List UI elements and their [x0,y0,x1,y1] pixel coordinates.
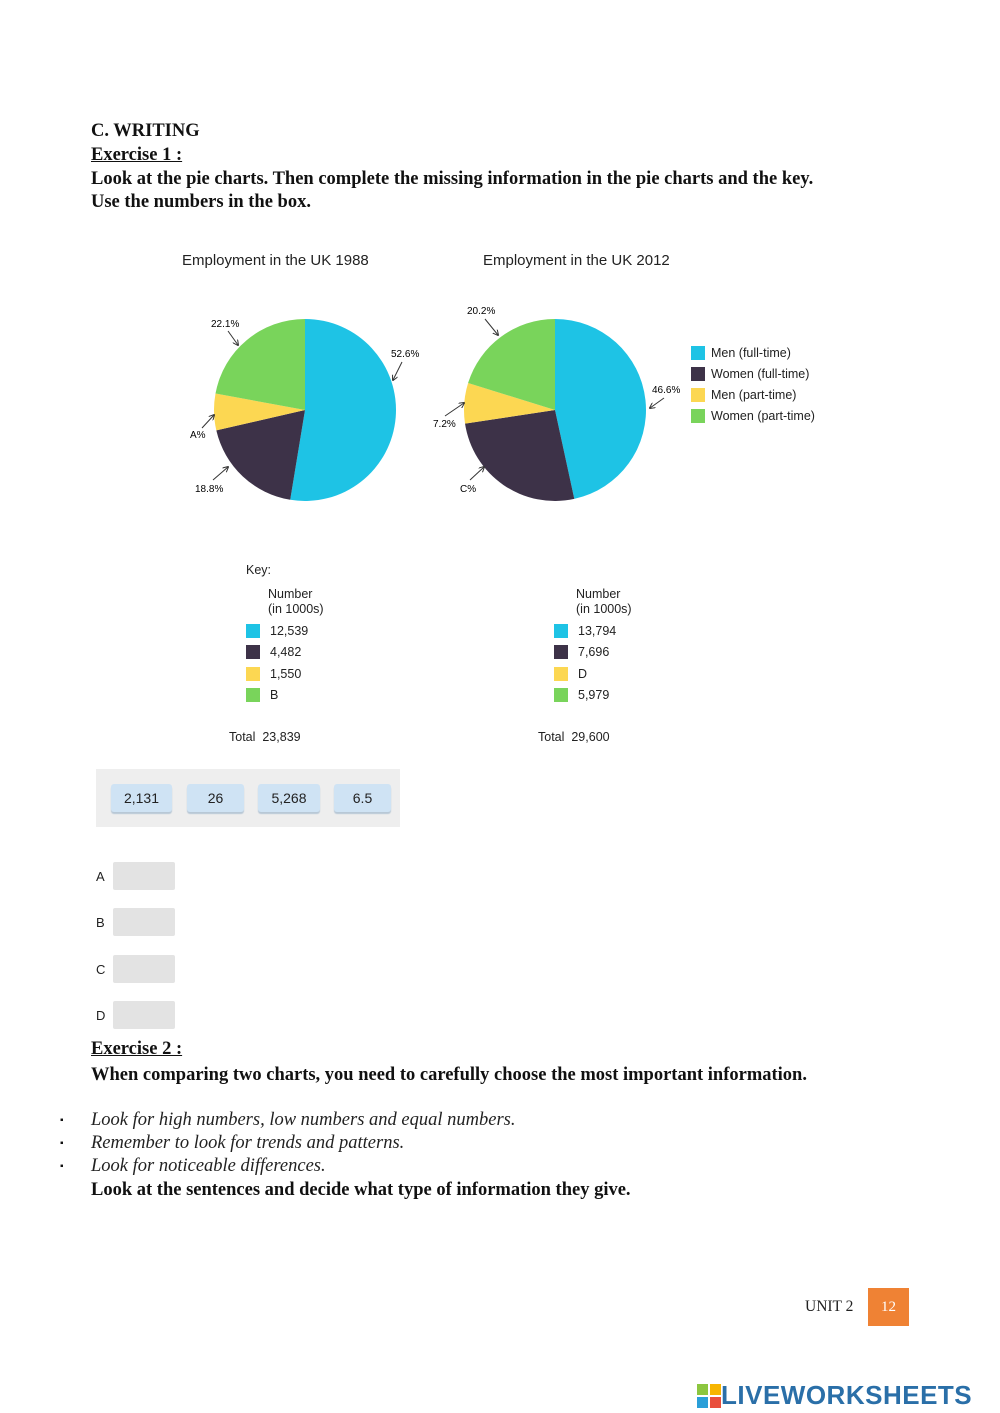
pie2012-arrow-women-full [470,467,484,480]
pie2012-label-men-part: 7.2% [433,419,456,430]
exercise2-bullet-1: Look for high numbers, low numbers and equal numbers. [91,1110,516,1130]
bullet-icon: ▪ [60,1161,64,1172]
key-total-2012 [538,730,610,744]
pie-1988 [214,319,396,501]
pie-slice-men-full-time [290,319,396,501]
bullet-icon: ▪ [60,1138,64,1149]
key-value: 4,482 [270,645,302,660]
word-chip[interactable]: 2,131 [111,784,172,812]
key-list-2012 [554,620,616,706]
pie1988-label-men-part: A% [190,430,206,441]
answer-label-d: D [96,1008,106,1023]
legend-label: Men (part-time) [711,388,797,402]
pie2012-label-men-full: 46.6% [652,385,680,396]
legend-label: Women (part-time) [711,409,815,423]
answer-label-c: C [96,962,106,977]
pie-slice-men-full-time [555,319,646,499]
key-title: Key: [246,563,272,577]
pie1988-arrow-men-full [393,362,402,380]
pie2012-label-women-part: 20.2% [467,306,496,317]
key-swatch [246,688,260,702]
bullet-icon: ▪ [60,1115,64,1126]
key-value: 13,794 [578,623,617,638]
key-row [246,663,308,685]
key-header-2012 [576,587,632,617]
section-title: C. WRITING [91,121,200,141]
exercise1-instruction-2: Use the numbers in the box. [91,192,311,212]
word-bank [96,769,400,827]
key-value: 12,539 [270,623,309,638]
word-chip[interactable]: 6.5 [334,784,391,812]
answer-label-b: B [96,915,105,930]
exercise2-bullet-2: Remember to look for trends and patterns. [91,1133,405,1153]
legend-swatch [691,346,705,360]
legend-men-part-time [691,388,815,402]
exercise2-closing: Look at the sentences and decide what type of information they give. [91,1180,631,1200]
pie2012-arrow-men-full [650,398,664,408]
legend-swatch [691,409,705,423]
key-row [246,620,308,642]
key-swatch [246,667,260,681]
pie1988-arrow-women-full [213,467,228,480]
key-row [554,620,616,642]
key-value: B [270,688,279,703]
liveworksheets-wordmark: LIVEWORKSHEETS [721,1380,973,1410]
key-value: 7,696 [578,645,610,660]
key-row [554,642,616,664]
key-header-1988 [268,587,324,617]
chart-title-2012: Employment in the UK 2012 [483,252,670,269]
pie1988-arrow-women-part [228,331,238,345]
pie1988-label-women-full: 18.8% [195,484,224,495]
liveworksheets-logo [697,1380,972,1411]
key-swatch [246,624,260,638]
word-chip[interactable]: 26 [187,784,244,812]
pie-slice-women-full-time [465,410,574,501]
key-swatch [554,645,568,659]
answer-input-a[interactable] [113,862,175,890]
total-label: Total [538,730,565,744]
key-swatch [554,624,568,638]
total-value: 23,839 [262,730,301,744]
exercise1-heading: Exercise 1 : [91,145,183,165]
key-value: 5,979 [578,688,610,703]
key-header-line1: Number [576,587,621,601]
pie2012-arrow-women-part [485,319,498,335]
legend-label: Men (full-time) [711,346,791,360]
legend-women-part-time [691,409,815,423]
total-value: 29,600 [571,730,610,744]
answer-input-d[interactable] [113,1001,175,1029]
pie1988-label-men-full: 52.6% [391,349,420,360]
word-chip[interactable]: 5,268 [258,784,320,812]
key-row [246,685,308,707]
exercise2-intro: When comparing two charts, you need to carefully choose the most important information. [91,1065,807,1085]
legend-women-full-time [691,367,815,381]
key-value: 1,550 [270,666,302,681]
legend-swatch [691,388,705,402]
pie-2012 [464,319,646,501]
key-row [554,663,616,685]
legend-label: Women (full-time) [711,367,810,381]
liveworksheets-logo-icon [697,1384,721,1408]
key-swatch [554,688,568,702]
pie1988-arrow-men-part [202,415,214,428]
pie2012-label-women-full: C% [460,484,477,495]
key-list-1988 [246,620,308,706]
key-header-line2: (in 1000s) [268,602,324,616]
key-header-line1: Number [268,587,313,601]
pie-charts [0,290,680,520]
legend-men-full-time [691,346,815,360]
answer-input-c[interactable] [113,955,175,983]
chart-title-1988: Employment in the UK 1988 [182,252,369,269]
total-label: Total [229,730,256,744]
chart-legend [691,346,815,423]
key-total-1988 [229,730,301,744]
key-header-line2: (in 1000s) [576,602,632,616]
answer-label-a: A [96,869,105,884]
exercise2-bullet-3: Look for noticeable differences. [91,1156,326,1176]
key-swatch [554,667,568,681]
key-value: D [578,666,588,681]
legend-swatch [691,367,705,381]
exercise1-instruction-1: Look at the pie charts. Then complete the missing information in the pie charts and the key. [91,169,814,189]
page-number: 12 [868,1288,909,1326]
answer-input-b[interactable] [113,908,175,936]
key-row [554,685,616,707]
key-swatch [246,645,260,659]
pie1988-label-women-part: 22.1% [211,319,240,330]
exercise2-heading: Exercise 2 : [91,1039,183,1059]
unit-label: UNIT 2 [805,1298,854,1315]
key-row [246,642,308,664]
pie2012-arrow-men-part [445,403,464,416]
